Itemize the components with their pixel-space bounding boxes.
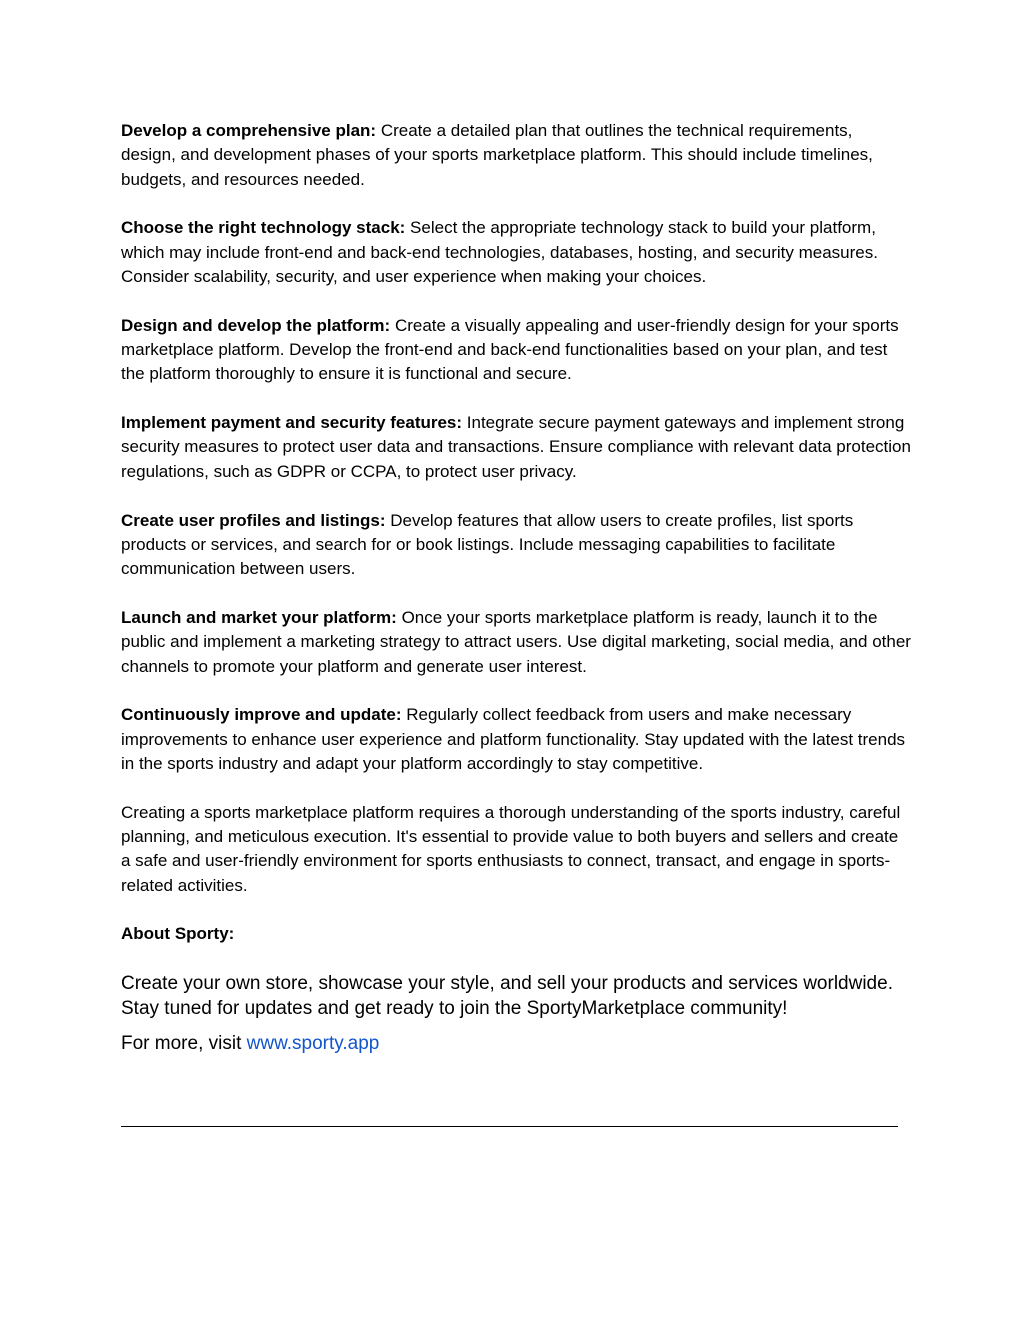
section-launch-market [121,606,911,679]
document-body [121,119,911,1056]
section-title: Design and develop the platform: [121,315,391,335]
section-text: Select the appropriate technology stack to build your platform, which may include front-end and back-end technologies, databases, hosting, and security measures. Consider scalability, security, and user experience when making your choices. [121,218,878,286]
section-user-profiles [121,509,911,582]
section-tech-stack [121,216,911,289]
section-title: Create user profiles and listings: [121,510,386,530]
about-heading: About Sporty: [121,924,235,944]
section-text: Develop features that allow users to create profiles, list sports products or services, and search for or book listings. Include messaging capabilities to facilitate communication between users. [121,510,854,579]
conclusion-paragraph: Creating a sports marketplace platform requires a thorough understanding of the sports industry, careful planning, and meticulous execution. It's essential to provide value to both buyers and sellers and create a safe and user-friendly environment for sports enthusiasts to connect, transact, and engage in sports-related activities. [121,802,901,895]
visit-line [121,1031,911,1056]
section-text: Once your sports marketplace platform is ready, launch it to the public and implement a marketing strategy to attract users. Use digital marketing, social media, and other channels to promote your platform and generate user interest. [121,607,911,676]
section-design-develop [121,314,911,387]
section-improve-update [121,703,911,776]
section-title: Continuously improve and update: [121,705,402,725]
section-plan [121,119,911,192]
section-title: Implement payment and security features: [121,413,463,433]
section-payment-security [121,411,911,484]
visit-prefix: For more, visit [121,1032,242,1054]
section-title: Develop a comprehensive plan: [121,121,377,140]
section-text: Regularly collect feedback from users and make necessary improvements to enhance user experience and platform functionality. Stay updated with the latest trends in the sports industry and adapt your platform accordingly to stay competitive. [121,705,906,773]
section-title: Choose the right technology stack: [121,218,406,238]
website-link[interactable]: www.sporty.app [246,1032,380,1054]
section-text: Integrate secure payment gateways and implement strong security measures to protect user data and transactions. Ensure compliance with relevant data protection regulations, such as GDPR or CCPA, to protect user privacy. [121,413,911,481]
section-text: Create a visually appealing and user-friendly design for your sports marketplace platform. Develop the front-end and back-end functionalities based on your plan, and test the platform thoroughly to ensure it is functional and secure. [121,315,899,384]
about-text: Create your own store, showcase your style, and sell your products and services worldwide. Stay tuned for updates and get ready to join the SportyMarketplace community! [121,972,893,1019]
section-text: Create a detailed plan that outlines the technical requirements, design, and development phases of your sports marketplace platform. This should include timelines, budgets, and resources needed. [121,121,873,189]
horizontal-divider [121,1126,898,1127]
section-title: Launch and market your platform: [121,607,397,627]
